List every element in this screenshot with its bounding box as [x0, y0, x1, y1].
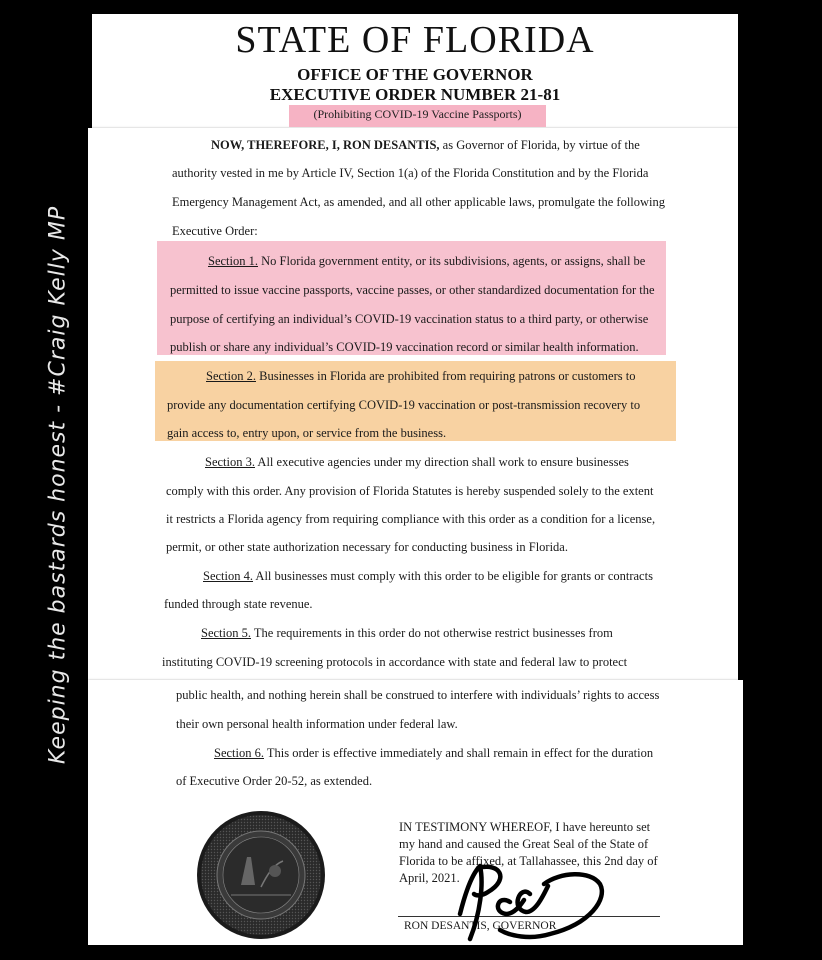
section-1-text-1: No Florida government entity, or its subdivisions, agents, or assigns, shall be: [258, 254, 646, 268]
testimony-line-2: my hand and caused the Great Seal of the State of: [399, 837, 649, 851]
section-1-line-4: publish or share any individual’s COVID-19 vaccination record or similar health information.: [170, 340, 639, 354]
order-subtitle: (Prohibiting COVID-19 Vaccine Passports): [313, 107, 522, 121]
section-3-line-1: [205, 455, 629, 470]
section-3-label: Section 3.: [205, 455, 255, 469]
section-4-line-2: funded through state revenue.: [164, 597, 313, 611]
state-title: STATE OF FLORIDA: [235, 19, 595, 61]
section-6-line-2: of Executive Order 20-52, as extended.: [176, 774, 373, 788]
section-2-text-1: Businesses in Florida are prohibited from requiring patrons or customers to: [256, 369, 636, 383]
section-6-label: Section 6.: [214, 746, 264, 760]
intro-line-1-rest: as Governor of Florida, by virtue of the: [439, 138, 640, 152]
section-6-text-1: This order is effective immediately and shall remain in effect for the duration: [264, 746, 654, 760]
section-3-line-4: permit, or other state authorization necessary for conducting business in Florida.: [166, 540, 568, 554]
section-2-line-3: gain access to, entry upon, or service from the business.: [167, 426, 447, 440]
section-5-line-4: their own personal health information under federal law.: [176, 717, 458, 731]
side-caption: Keeping the bastards honest - #Craig Kelly MP: [45, 205, 71, 765]
section-2-line-2: provide any documentation certifying COVID-19 vaccination or post-transmission recovery to: [167, 398, 641, 412]
section-3-text-1: All executive agencies under my direction shall work to ensure businesses: [255, 455, 629, 469]
section-2-line-1: [206, 369, 635, 384]
section-5-line-3: public health, and nothing herein shall be construed to interfere with individuals’ rights to access: [176, 688, 660, 702]
testimony-line-4: April, 2021.: [399, 871, 460, 885]
order-title: EXECUTIVE ORDER NUMBER 21-81: [269, 85, 561, 104]
section-2-label: Section 2.: [206, 369, 256, 383]
office-title: OFFICE OF THE GOVERNOR: [297, 65, 533, 84]
section-4-label: Section 4.: [203, 569, 253, 583]
intro-line-4: Executive Order:: [172, 224, 258, 238]
section-5-line-2: instituting COVID-19 screening protocols in accordance with state and federal law to protect: [162, 655, 628, 669]
great-seal-of-florida-icon: [186, 810, 336, 940]
section-1-line-1: [208, 254, 645, 269]
intro-line-1: [211, 138, 640, 153]
section-5-text-1: The requirements in this order do not otherwise restrict businesses from: [251, 626, 613, 640]
section-4-line-1: [203, 569, 653, 584]
section-1-line-3: purpose of certifying an individual’s COVID-19 vaccination status to a third party, or otherwise: [170, 312, 649, 326]
section-1-line-2: permitted to issue vaccine passports, vaccine passes, or other standardized documentation for the: [170, 283, 655, 297]
section-3-line-3: it restricts a Florida agency from requiring compliance with this order as a condition for a license,: [166, 512, 656, 526]
intro-lead: NOW, THEREFORE, I, RON DESANTIS,: [211, 138, 440, 152]
intro-line-2: authority vested in me by Article IV, Section 1(a) of the Florida Constitution and by the Florida: [172, 166, 649, 180]
intro-line-3: Emergency Management Act, as amended, and all other applicable laws, promulgate the following: [172, 195, 666, 209]
section-3-line-2: comply with this order. Any provision of Florida Statutes is hereby suspended solely to the extent: [166, 484, 654, 498]
testimony-line-3: Florida to be affixed, at Tallahassee, this 2nd day of: [399, 854, 658, 868]
testimony-line-1: IN TESTIMONY WHEREOF, I have hereunto set: [399, 820, 651, 834]
handwritten-signature: [440, 854, 620, 944]
governor-name: RON DESANTIS, GOVERNOR: [404, 920, 557, 932]
section-4-text-1: All businesses must comply with this order to be eligible for grants or contracts: [253, 569, 653, 583]
section-5-line-1: [201, 626, 613, 641]
section-6-line-1: [214, 746, 653, 761]
section-5-label: Section 5.: [201, 626, 251, 640]
section-1-label: Section 1.: [208, 254, 258, 268]
